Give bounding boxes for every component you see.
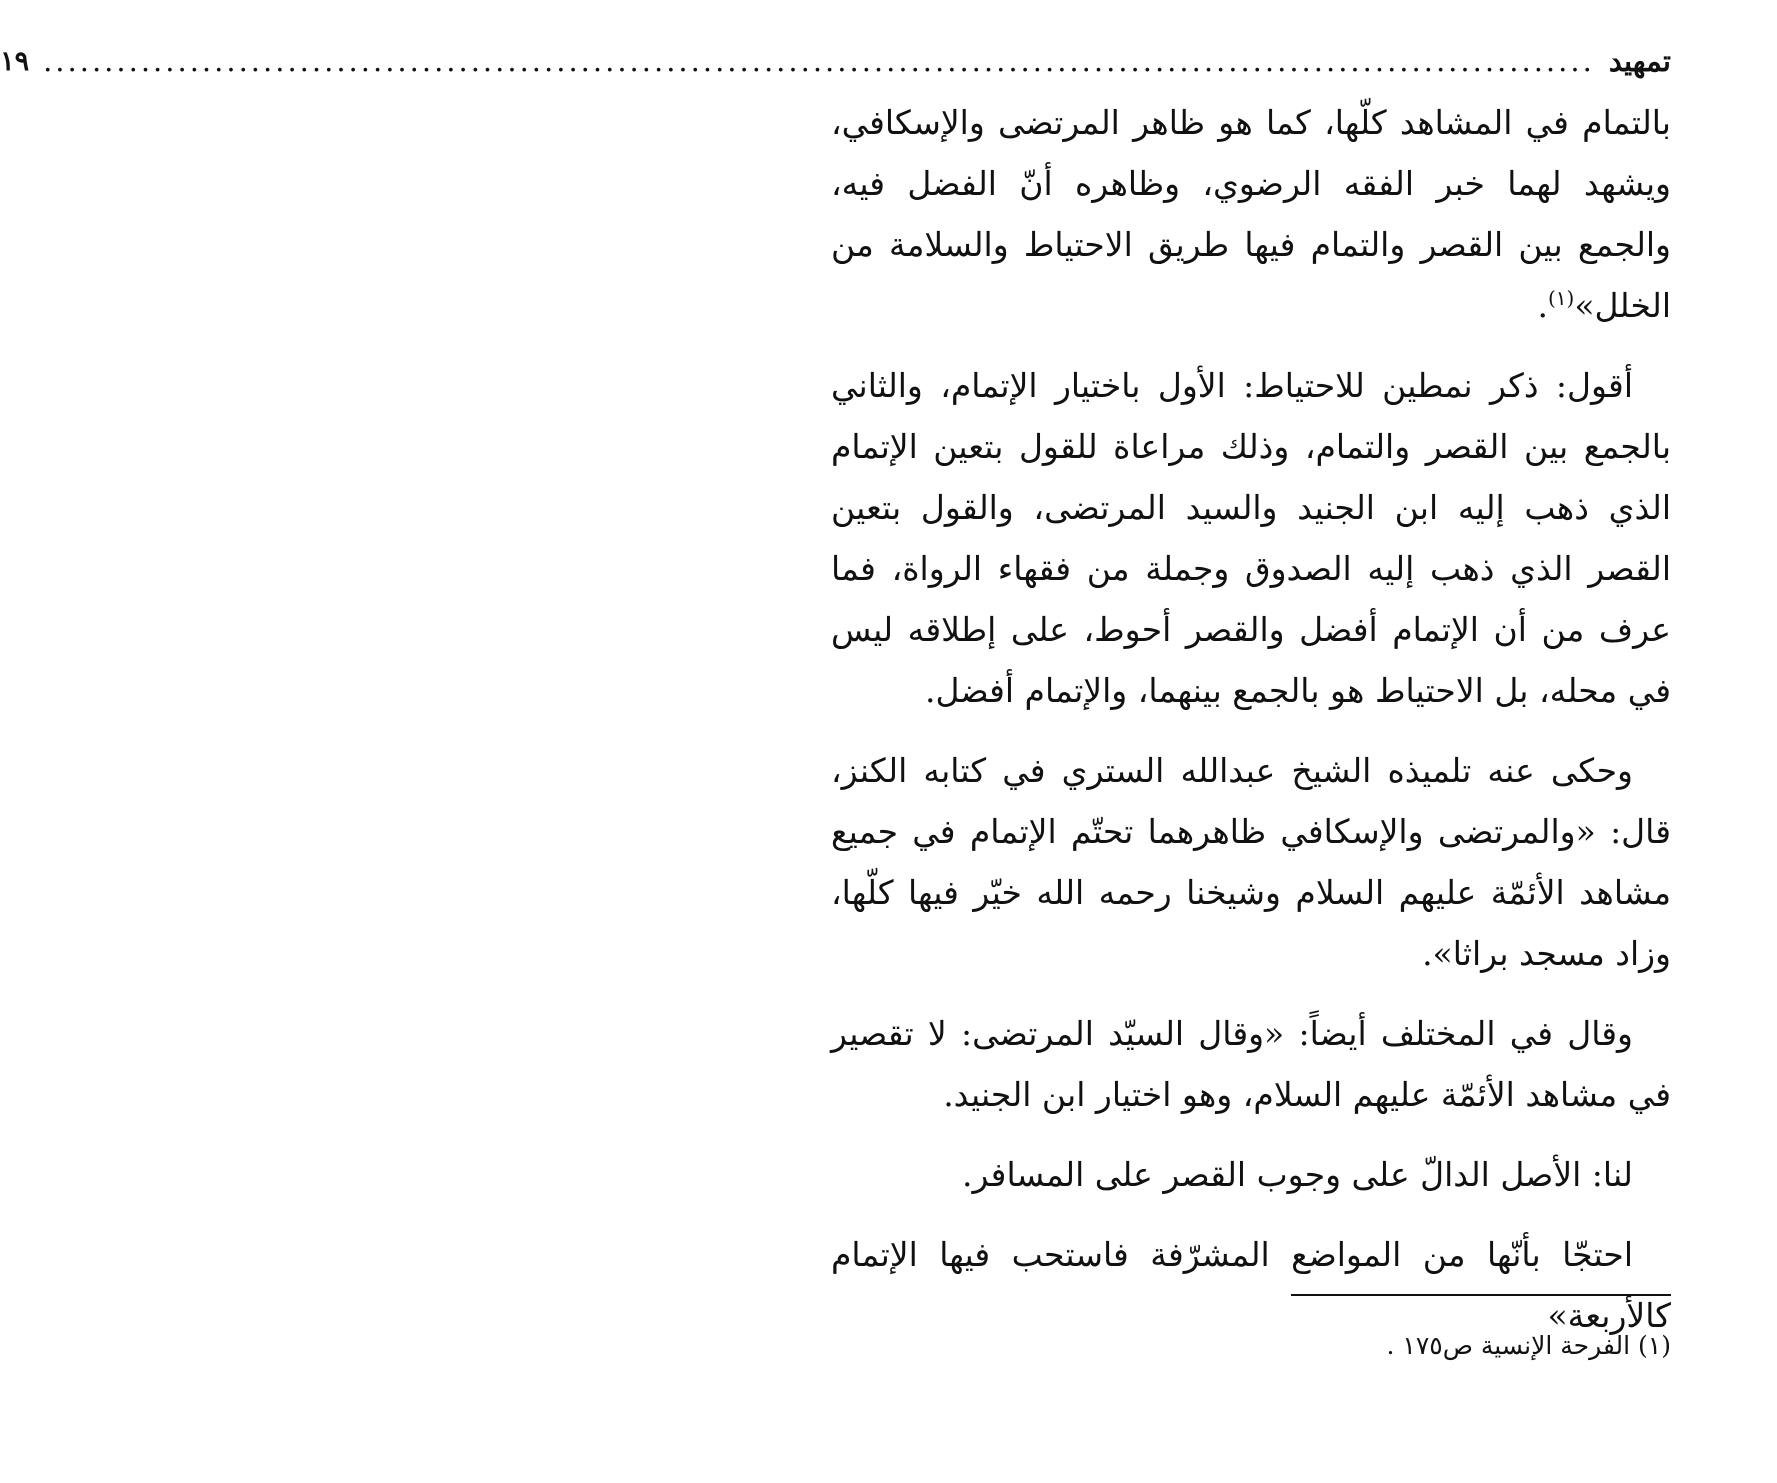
- leader-dots: ...............................................................................................................................: [43, 43, 1595, 78]
- paragraph-1-tail: .: [1537, 286, 1548, 325]
- paragraph-6: احتجّا بأنّها من المواضع المشرّفة فاستحب فيها الإتمام كالأربعة»: [831, 1235, 1671, 1335]
- footnote-reference: (١): [1547, 286, 1575, 310]
- paragraph-2: أقول: ذكر نمطين للاحتياط: الأول باختيار الإتمام، والثاني بالجمع بين القصر والتمام، وذلك مراعاة للقول بتعين الإتمام الذي ذهب إليه ابن الجنيد والسيد المرتضى، والقول بتعين القصر الذي ذهب إليه الصدوق وجملة من فقهاء الرواة، فما عرف من أن الإتمام أفضل والقصر أحوط، على إطلاقه ليس في محله، بل الاحتياط هو بالجمع بينهما، والإتمام أفضل.: [831, 366, 1671, 710]
- chapter-title: تمهيد: [1608, 44, 1671, 78]
- footnote: (١) الفرحة الإنسية ص١٧٥ .: [1386, 1331, 1671, 1360]
- paragraph-5: لنا: الأصل الدالّ على وجوب القصر على المسافر.: [961, 1155, 1633, 1194]
- main-text: [831, 92, 1671, 1346]
- page-number: ١٩: [0, 45, 30, 77]
- paragraph-4: وقال في المختلف أيضاً: «وقال السيّد المرتضى: لا تقصير في مشاهد الأئمّة عليهم السلام، وهو اختيار ابن الجنيد.: [831, 1014, 1671, 1114]
- document-page: [0, 38, 1671, 1438]
- paragraph-1: [831, 92, 1671, 336]
- paragraph-3: وحكى عنه تلميذه الشيخ عبدالله الستري في كتابه الكنز، قال: «والمرتضى والإسكافي ظاهرهما تحتّم الإتمام في جميع مشاهد الأئمّة عليهم السلام وشيخنا رحمه الله خيّر فيها كلّها، وزاد مسجد براثا».: [831, 751, 1671, 973]
- running-header: [0, 38, 1671, 84]
- footnote-separator: [1291, 1294, 1671, 1296]
- paragraph-1-text: بالتمام في المشاهد كلّها، كما هو ظاهر المرتضى والإسكافي، ويشهد لهما خبر الفقه الرضوي، وظاهره أنّ الفضل فيه، والجمع بين القصر والتمام فيها طريق الاحتياط والسلامة من الخلل»: [831, 103, 1671, 325]
